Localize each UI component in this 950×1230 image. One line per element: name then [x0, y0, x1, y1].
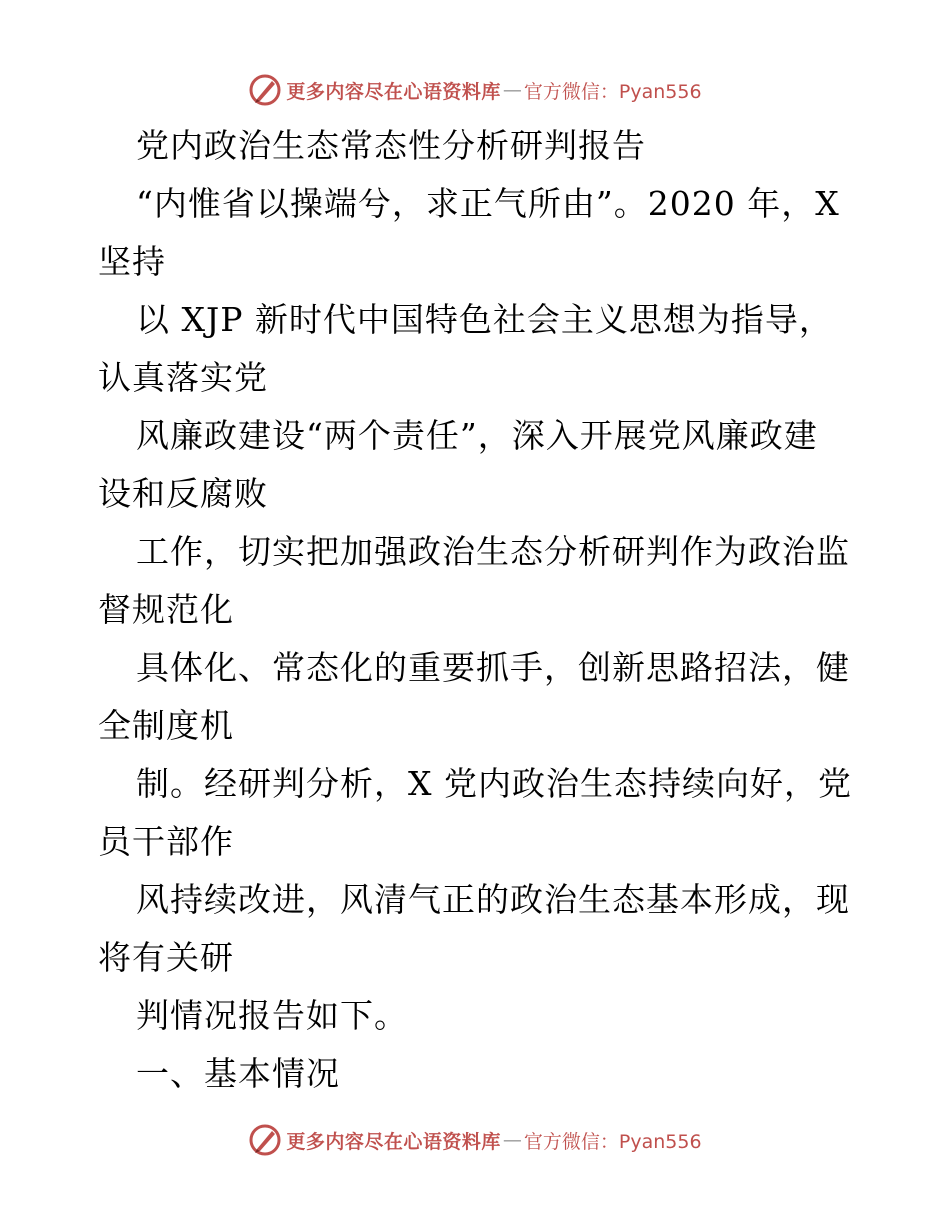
paragraph-line: 风持续改进，风清气正的政治生态基本形成，现 — [136, 880, 850, 919]
watermark-contact: 官方微信：Pyan556 — [523, 1130, 702, 1153]
footer-watermark — [0, 1120, 950, 1160]
section-heading: 一、基本情况 — [136, 1054, 340, 1093]
watermark-text: 更多内容尽在心语资料库 — [286, 80, 501, 103]
header-watermark — [0, 70, 950, 110]
paragraph-line: 坚持 — [98, 242, 166, 281]
watermark-separator: — — [502, 79, 522, 101]
paragraph-line: 将有关研 — [98, 938, 234, 977]
paragraph-line: “内惟省以操端兮，求正气所由”。2020 年，X — [136, 184, 840, 223]
paragraph-line: 认真落实党 — [98, 358, 268, 397]
quill-pen-icon — [248, 1123, 282, 1157]
watermark-separator: — — [502, 1129, 522, 1151]
paragraph-line: 制。经研判分析，X 党内政治生态持续向好，党 — [136, 764, 852, 803]
paragraph-line: 设和反腐败 — [98, 474, 268, 513]
paragraph-line: 以 XJP 新时代中国特色社会主义思想为指导， — [136, 300, 833, 339]
paragraph-line: 督规范化 — [98, 590, 234, 629]
document-body — [98, 117, 858, 1103]
paragraph-line: 风廉政建设“两个责任”，深入开展党风廉政建 — [136, 416, 818, 455]
watermark-contact: 官方微信：Pyan556 — [523, 80, 702, 103]
paragraph-line: 具体化、常态化的重要抓手，创新思路招法，健 — [136, 648, 850, 687]
paragraph-line: 判情况报告如下。 — [136, 996, 408, 1035]
document-title: 党内政治生态常态性分析研判报告 — [136, 126, 646, 165]
paragraph-line: 全制度机 — [98, 706, 234, 745]
quill-pen-icon — [248, 73, 282, 107]
paragraph-line: 员干部作 — [98, 822, 234, 861]
watermark-text: 更多内容尽在心语资料库 — [286, 1130, 501, 1153]
paragraph-line: 工作，切实把加强政治生态分析研判作为政治监 — [136, 532, 850, 571]
